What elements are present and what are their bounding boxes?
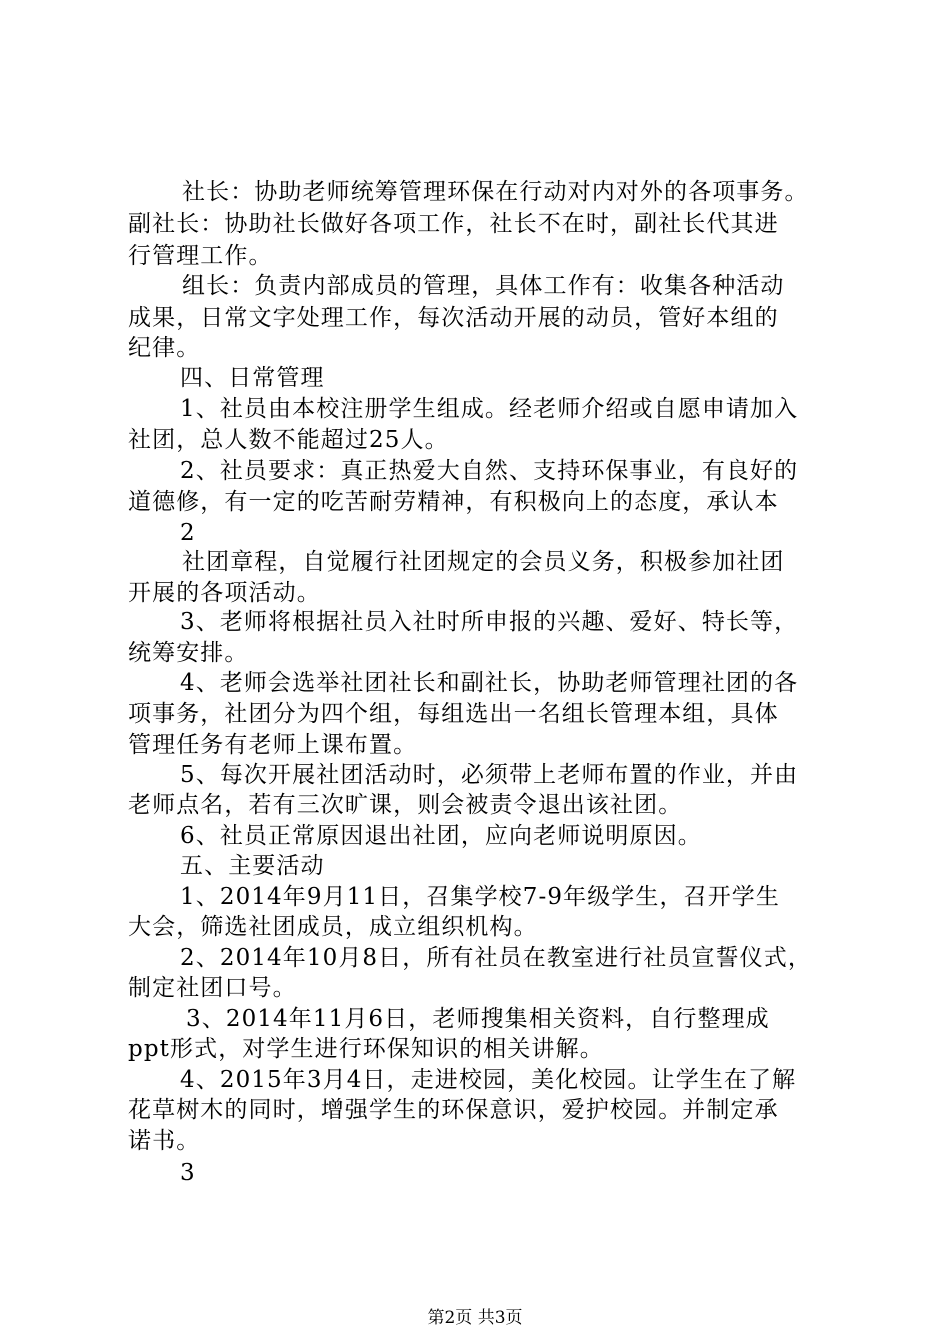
text-line: ppt形式，对学生进行环保知识的相关讲解。: [128, 1036, 604, 1062]
section-heading: 四、日常管理: [180, 365, 325, 391]
text-line: 5、每次开展社团活动时，必须带上老师布置的作业，并由: [180, 762, 799, 788]
text-line: 行管理工作。: [128, 243, 273, 269]
text-line: 4、2015年3月4日，走进校园，美化校园。让学生在了解: [180, 1067, 797, 1093]
page-number: 3: [180, 1160, 196, 1186]
text-line: 开展的各项活动。: [128, 580, 321, 606]
text-line: 管理任务有老师上课布置。: [128, 732, 418, 758]
text-line: 2、社员要求：真正热爱大自然、支持环保事业，有良好的: [180, 458, 799, 484]
text-line: 老师点名，若有三次旷课，则会被责令退出该社团。: [128, 792, 683, 818]
text-line: 4、老师会选举社团社长和副社长，协助老师管理社团的各: [180, 670, 799, 696]
text-line: 副社长：协助社长做好各项工作，社长不在时，副社长代其进: [128, 211, 779, 237]
text-line: 社团章程，自觉履行社团规定的会员义务，积极参加社团: [182, 549, 785, 575]
text-line: 社团，总人数不能超过25人。: [128, 427, 449, 453]
text-line: 花草树木的同时，增强学生的环保意识，爱护校园。并制定承: [128, 1097, 779, 1123]
text-line: 2、2014年10月8日，所有社员在教室进行社员宣誓仪式，: [180, 945, 812, 971]
text-line: 成果，日常文字处理工作，每次活动开展的动员，管好本组的: [128, 305, 779, 331]
text-line: 大会，筛选社团成员，成立组织机构。: [128, 914, 538, 940]
text-line: 道德修，有一定的吃苦耐劳精神，有积极向上的态度，承认本: [128, 489, 779, 515]
text-line: 诺书。: [128, 1128, 201, 1154]
text-line: 纪律。: [128, 335, 201, 361]
text-line: 6、社员正常原因退出社团，应向老师说明原因。: [180, 823, 702, 849]
text-line: 统筹安排。: [128, 640, 249, 666]
text-line: 组长：负责内部成员的管理，具体工作有：收集各种活动: [182, 273, 785, 299]
text-line: 社长：协助老师统筹管理环保在行动对内对外的各项事务。: [182, 179, 809, 205]
section-heading: 五、主要活动: [180, 853, 325, 879]
text-line: 项事务，社团分为四个组，每组选出一名组长管理本组，具体: [128, 701, 779, 727]
page-number: 2: [180, 520, 196, 546]
text-line: 制定社团口号。: [128, 975, 297, 1001]
text-line: 1、2014年9月11日，召集学校7-9年级学生，召开学生: [180, 884, 781, 910]
text-line: 3、2014年11月6日，老师搜集相关资料，自行整理成: [186, 1006, 770, 1032]
page-footer: 第2页 共3页: [427, 1308, 523, 1328]
text-line: 1、社员由本校注册学生组成。经老师介绍或自愿申请加入: [180, 396, 799, 422]
text-line: 3、老师将根据社员入社时所申报的兴趣、爱好、特长等，: [180, 609, 799, 635]
